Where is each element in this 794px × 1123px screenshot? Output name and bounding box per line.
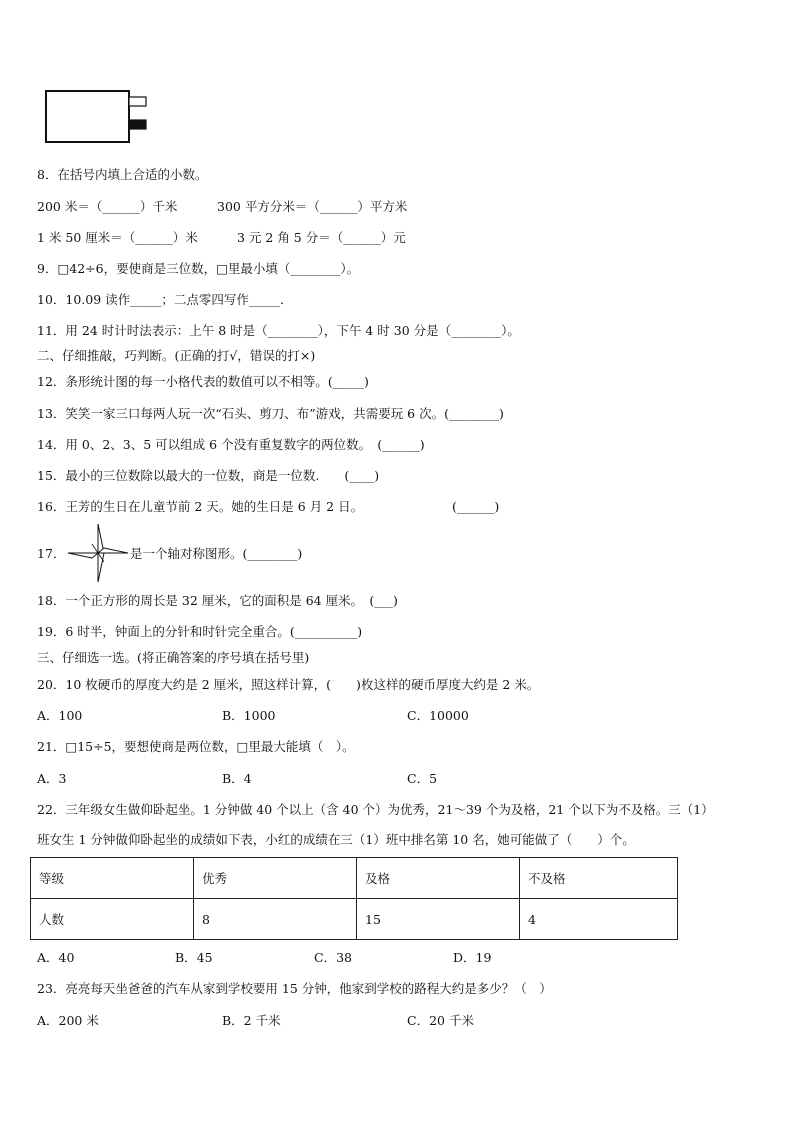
table-cell: 人数	[31, 899, 194, 940]
question-22-line-1: 22．三年级女生做仰卧起坐。1 分钟做 40 个以上（含 40 个）为优秀，21～39 个为及格，21 个以下为不及格。三（1）	[37, 802, 714, 817]
question-16: 16．王芳的生日在儿童节前 2 天。她的生日是 6 月 2 日。	[37, 499, 364, 514]
score-table	[30, 857, 678, 940]
question-17: 是一个轴对称图形。(________)	[130, 546, 303, 561]
question-16-answer-blank: (______)	[452, 499, 500, 514]
q22-option-c: C．38	[314, 950, 352, 965]
section-3-heading: 三、仔细选一选。(将正确答案的序号填在括号里)	[37, 650, 310, 665]
question-14: 14．用 0、2、3、5 可以组成 6 个没有重复数字的两位数。 (______)	[37, 437, 425, 452]
q21-option-b: B．4	[222, 771, 252, 786]
q22-option-d: D．19	[453, 950, 492, 965]
question-8-part-d: 3 元 2 角 5 分＝（______）元	[237, 230, 406, 245]
question-21: 21．□15÷5，要想使商是两位数，□里最大能填（ ）。	[37, 739, 355, 754]
table-cell: 不及格	[520, 858, 678, 899]
question-19: 19．6 时半，钟面上的分针和时针完全重合。(__________)	[37, 624, 363, 639]
q21-option-c: C．5	[407, 771, 438, 786]
q23-option-a: A．200 米	[37, 1013, 99, 1028]
question-8-part-a: 200 米＝（______）千米	[37, 199, 178, 214]
section-2-heading: 二、仔细推敲，巧判断。(正确的打√，错误的打×)	[37, 348, 316, 363]
table-cell: 8	[194, 899, 357, 940]
table-row	[31, 899, 678, 940]
question-8-part-b: 300 平方分米＝（______）平方米	[217, 199, 408, 214]
table-cell: 15	[357, 899, 520, 940]
table-cell: 4	[520, 899, 678, 940]
question-13: 13．笑笑一家三口每两人玩一次“石头、剪刀、布”游戏，共需要玩 6 次。(________)	[37, 406, 504, 421]
question-18: 18．一个正方形的周长是 32 厘米，它的面积是 64 厘米。 (___)	[37, 593, 398, 608]
q20-option-c: C．10000	[407, 708, 469, 723]
question-23: 23．亮亮每天坐爸爸的汽车从家到学校要用 15 分钟，他家到学校的路程大约是多少？（ ）	[37, 981, 552, 996]
pinwheel-figure	[64, 522, 132, 584]
question-9: 9．□42÷6，要使商是三位数，□里最小填（________）。	[37, 261, 360, 276]
table-header-row	[31, 858, 678, 899]
q21-option-a: A．3	[37, 771, 67, 786]
question-10: 10．10.09 读作_____；二点零四写作_____．	[37, 292, 293, 307]
table-cell: 优秀	[194, 858, 357, 899]
table-cell: 及格	[357, 858, 520, 899]
question-22-line-2: 班女生 1 分钟做仰卧起坐的成绩如下表，小红的成绩在三（1）班中排名第 10 名，她可能做了（ ）个。	[37, 832, 635, 847]
table-cell: 等级	[31, 858, 194, 899]
question-11: 11．用 24 时计时法表示：上午 8 时是（________），下午 4 时 30 分是（________）。	[37, 323, 520, 338]
q22-option-b: B．45	[175, 950, 213, 965]
question-12: 12．条形统计图的每一小格代表的数值可以不相等。(_____)	[37, 374, 369, 389]
question-15: 15．最小的三位数除以最大的一位数，商是一位数. (____)	[37, 468, 380, 483]
question-8-part-c: 1 米 50 厘米＝（______）米	[37, 230, 198, 245]
question-8: 8．在括号内填上合适的小数。	[37, 167, 208, 182]
q20-option-a: A．100	[37, 708, 83, 723]
question-20: 20．10 枚硬币的厚度大约是 2 厘米，照这样计算，( )枚这样的硬币厚度大约是 2 米。	[37, 677, 540, 692]
q23-option-c: C．20 千米	[407, 1013, 474, 1028]
q20-option-b: B．1000	[222, 708, 276, 723]
q22-option-a: A．40	[37, 950, 75, 965]
q23-option-b: B．2 千米	[222, 1013, 281, 1028]
question-17-number: 17．	[37, 546, 66, 561]
box-figure	[40, 86, 155, 148]
